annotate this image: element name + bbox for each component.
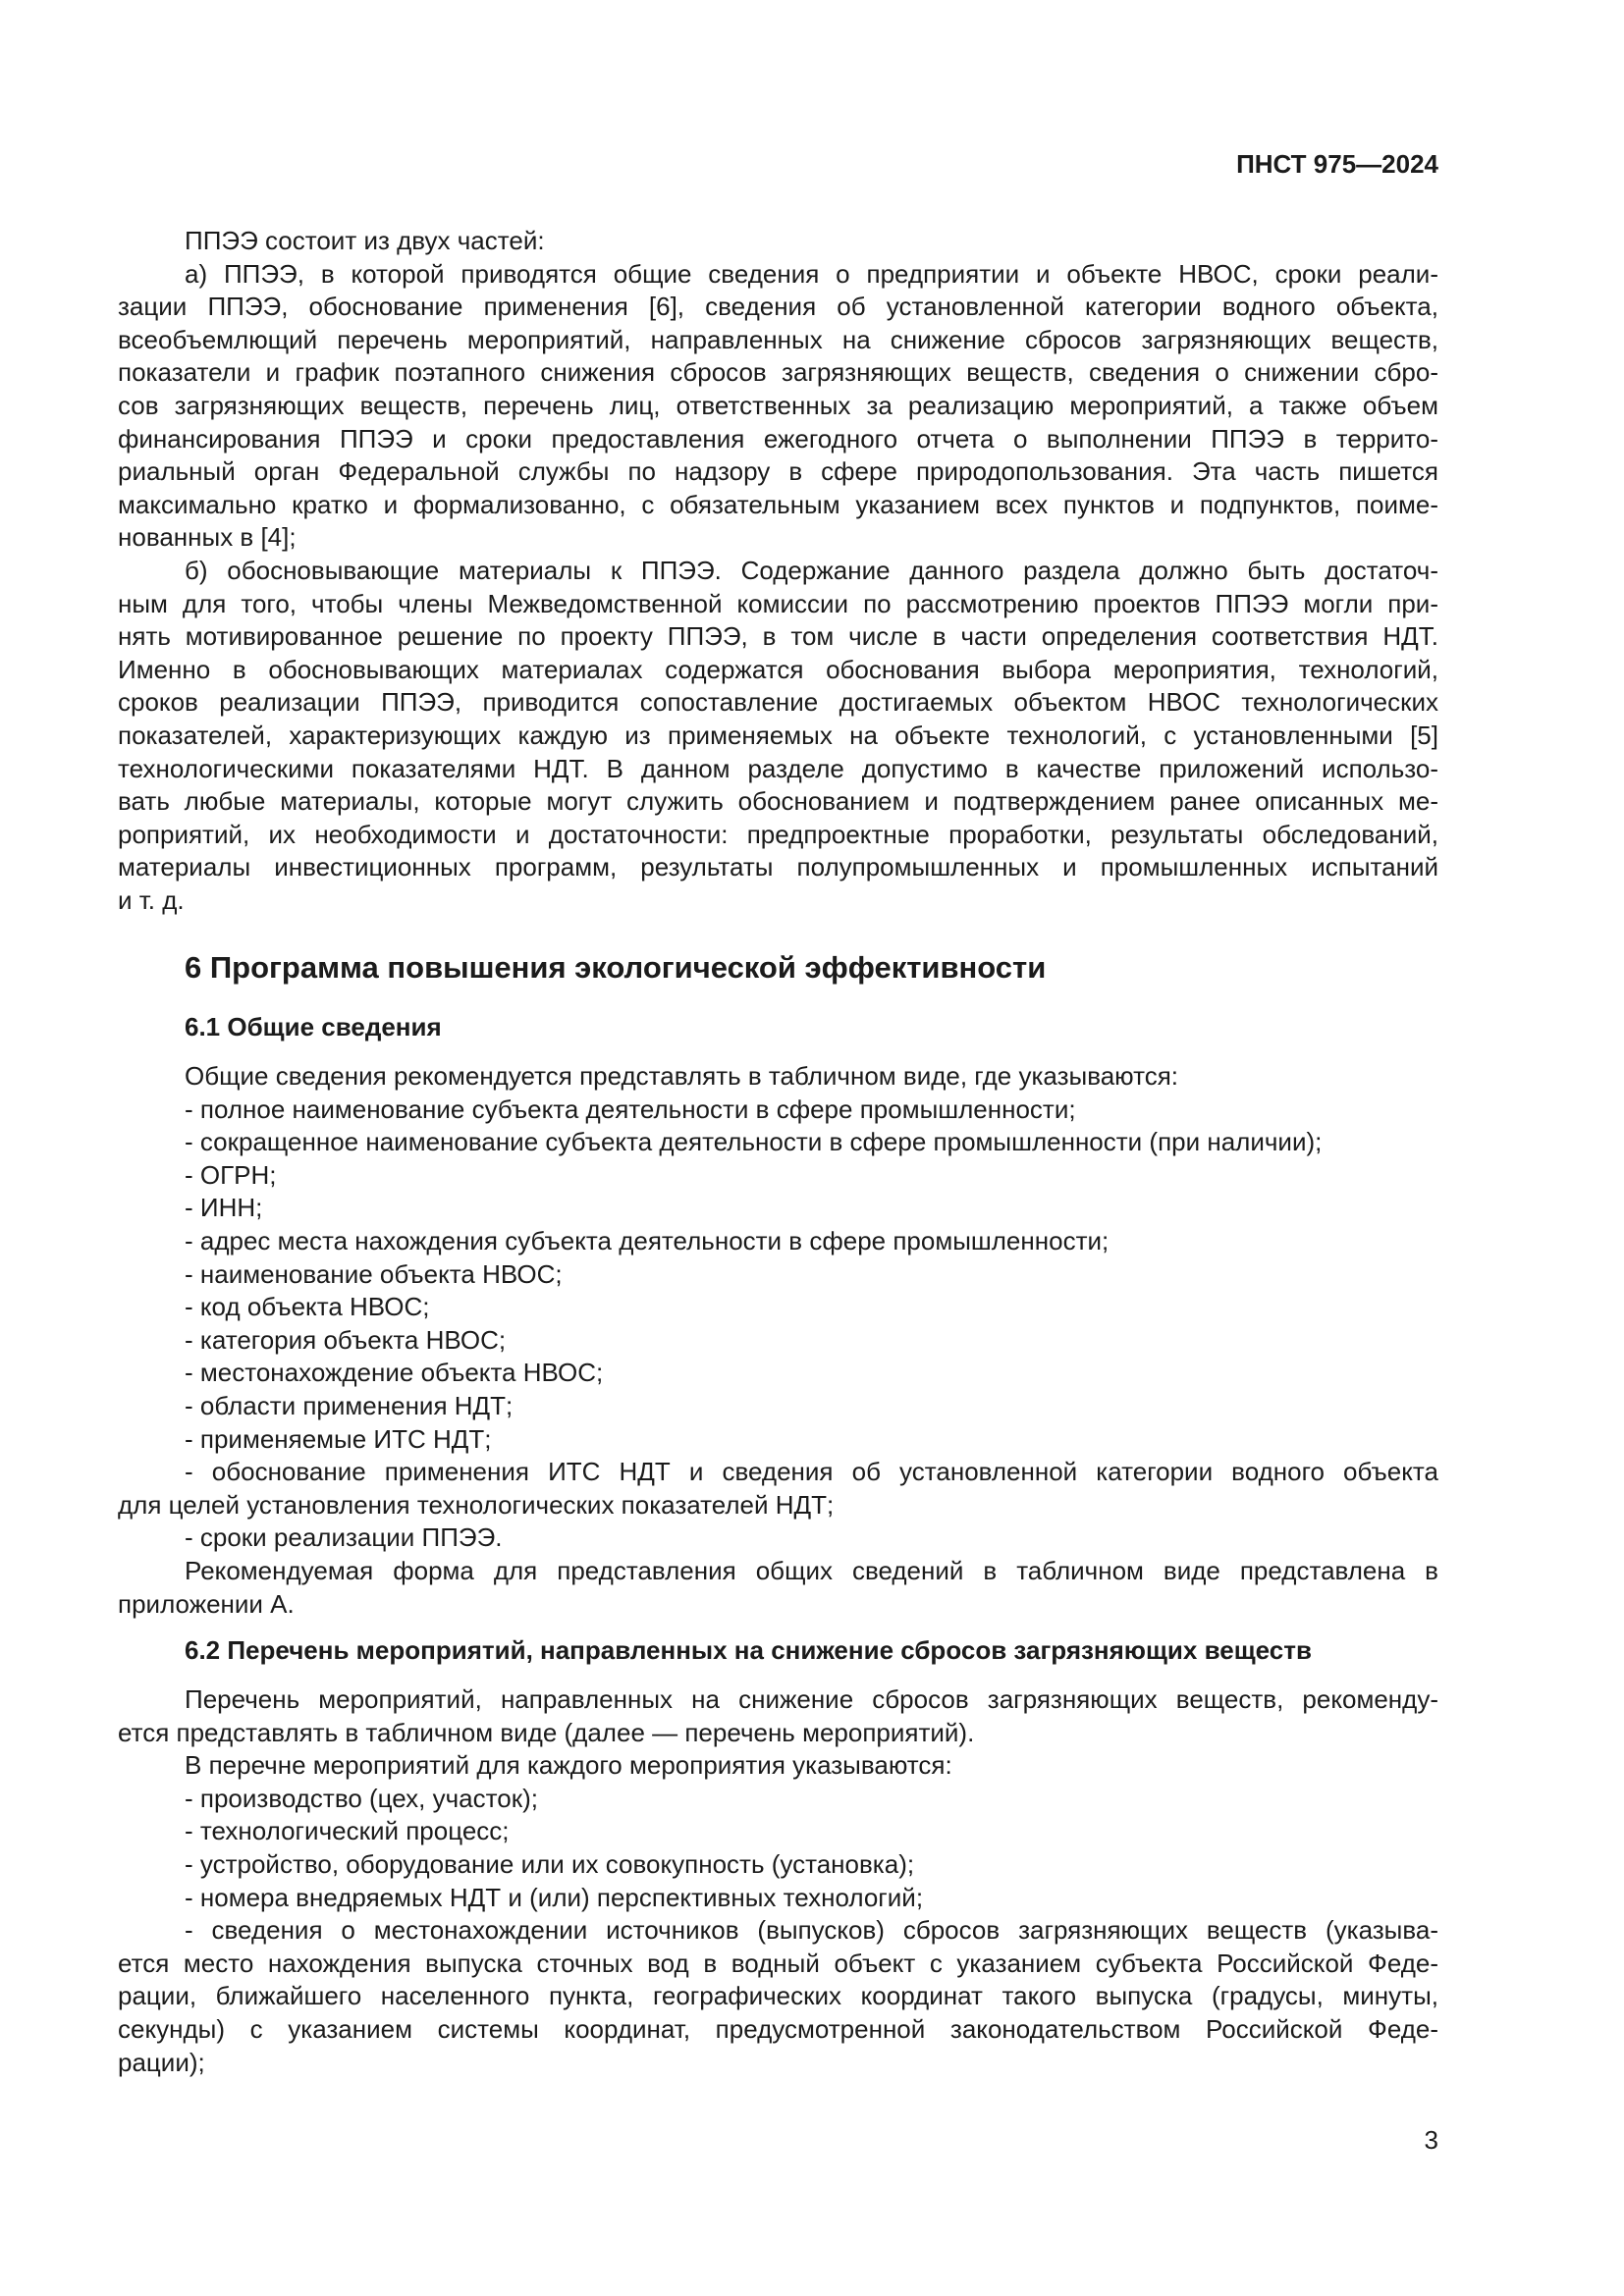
text-line: приложении А.: [118, 1588, 295, 1619]
text-line: - наименование объекта НВОС;: [185, 1258, 563, 1289]
text-line: - сокращенное наименование субъекта деятельности в сфере промышленности (при наличии);: [185, 1127, 1323, 1157]
text-line: - категория объекта НВОС;: [185, 1324, 507, 1355]
text-line: Именно в обосновывающих материалах содержатся обоснования выбора мероприятия, технологий,: [118, 654, 1438, 684]
text-line: сов загрязняющих веществ, перечень лиц, ответственных за реализацию мероприятий, а также объем: [118, 390, 1438, 420]
text-line: всеобъемлющий перечень мероприятий, направленных на снижение сбросов загрязняющих веществ,: [118, 324, 1438, 354]
text-line: рации);: [118, 2047, 205, 2077]
text-line: ется место нахождения выпуска сточных вод в водный объект с указанием субъекта Российской Феде-: [118, 1948, 1438, 1978]
text-line: В перечне мероприятий для каждого мероприятия указываются:: [185, 1750, 952, 1781]
text-line: - местонахождение объекта НВОС;: [185, 1358, 604, 1388]
text-line: - сроки реализации ППЭЭ.: [185, 1522, 503, 1553]
text-line: зации ППЭЭ, обоснование применения [6], сведения об установленной категории водного объекта,: [118, 292, 1438, 322]
text-line: рации, ближайшего населенного пункта, географических координат такого выпуска (градусы, минуты,: [118, 1981, 1438, 2011]
text-line: Рекомендуемая форма для представления общих сведений в табличном виде представлена в: [185, 1555, 1438, 1585]
text-line: Перечень мероприятий, направленных на снижение сбросов загрязняющих веществ, рекоменду-: [185, 1684, 1438, 1714]
document-number: ПНСТ 975—2024: [1236, 149, 1438, 179]
text-line: ным для того, чтобы члены Межведомственной комиссии по рассмотрению проектов ППЭЭ могли при-: [118, 588, 1438, 618]
section-6-2-text: [118, 1683, 1438, 2079]
section-6-1-text: [118, 1060, 1438, 1621]
text-line: ППЭЭ состоит из двух частей:: [185, 226, 545, 255]
text-line: нять мотивированное решение по проекту ППЭЭ, в том числе в части определения соответствия НДТ.: [118, 621, 1438, 652]
text-line: технологическими показателями НДТ. В данном разделе допустимо в качестве приложений использо-: [118, 753, 1438, 783]
text-line: - сведения о местонахождении источников (выпусков) сбросов загрязняющих веществ (указыва-: [185, 1915, 1438, 1946]
text-line: - области применения НДТ;: [185, 1390, 514, 1420]
text-line: вать любые материалы, которые могут служить обоснованием и подтверждением ранее описанных ме-: [118, 786, 1438, 817]
section-6-heading: 6 Программа повышения экологической эффективности: [185, 950, 1047, 985]
text-line: нованных в [4];: [118, 522, 297, 553]
text-line: роприятий, их необходимости и достаточности: предпроектные проработки, результаты обследований,: [118, 819, 1438, 849]
text-line: - производство (цех, участок);: [185, 1783, 538, 1813]
section-6-2-heading: 6.2 Перечень мероприятий, направленных на снижение сбросов загрязняющих веществ: [185, 1635, 1312, 1665]
text-line: - код объекта НВОС;: [185, 1292, 430, 1322]
section-6-1-heading: 6.1 Общие сведения: [185, 1012, 442, 1041]
text-line: показатели и график поэтапного снижения сбросов загрязняющих веществ, сведения о снижении сбро-: [118, 357, 1438, 388]
page-number: 3: [1424, 2125, 1438, 2155]
text-line: максимально кратко и формализованно, с обязательным указанием всех пунктов и подпунктов, поиме-: [118, 489, 1438, 519]
text-line: - номера внедряемых НДТ и (или) перспективных технологий;: [185, 1882, 924, 1912]
text-line: сроков реализации ППЭЭ, приводится сопоставление достигаемых объектом НВОС технологических: [118, 687, 1438, 718]
text-line: б) обосновывающие материалы к ППЭЭ. Содержание данного раздела должно быть достаточ-: [185, 555, 1438, 585]
text-line: - полное наименование субъекта деятельности в сфере промышленности;: [185, 1094, 1076, 1124]
text-line: - технологический процесс;: [185, 1816, 510, 1846]
text-line: - ОГРН;: [185, 1159, 277, 1190]
text-line: финансирования ППЭЭ и сроки предоставления ежегодного отчета о выполнении ППЭЭ в террито-: [118, 423, 1438, 454]
intro-text: [118, 225, 1438, 917]
text-line: Общие сведения рекомендуется представлять в табличном виде, где указываются:: [185, 1061, 1179, 1091]
text-line: риальный орган Федеральной службы по надзору в сфере природопользования. Эта часть пишется: [118, 456, 1438, 487]
text-line: ется представлять в табличном виде (далее — перечень мероприятий).: [118, 1717, 975, 1747]
text-line: - адрес места нахождения субъекта деятельности в сфере промышленности;: [185, 1225, 1110, 1255]
text-line: - обоснование применения ИТС НДТ и сведения об установленной категории водного объекта: [185, 1457, 1438, 1487]
text-line: для целей установления технологических показателей НДТ;: [118, 1489, 835, 1520]
text-line: а) ППЭЭ, в которой приводятся общие сведения о предприятии и объекте НВОС, сроки реали-: [185, 258, 1438, 289]
text-line: материалы инвестиционных программ, результаты полупромышленных и промышленных испытаний: [118, 852, 1438, 882]
text-line: показателей, характеризующих каждую из применяемых на объекте технологий, с установленными [5]: [118, 720, 1438, 750]
text-line: - ИНН;: [185, 1193, 263, 1223]
text-line: секунды) с указанием системы координат, предусмотренной законодательством Российской Феде-: [118, 2013, 1438, 2044]
text-line: - устройство, оборудование или их совокупность (установка);: [185, 1848, 915, 1879]
text-line: - применяемые ИТС НДТ;: [185, 1423, 492, 1454]
text-line: и т. д.: [118, 884, 185, 915]
